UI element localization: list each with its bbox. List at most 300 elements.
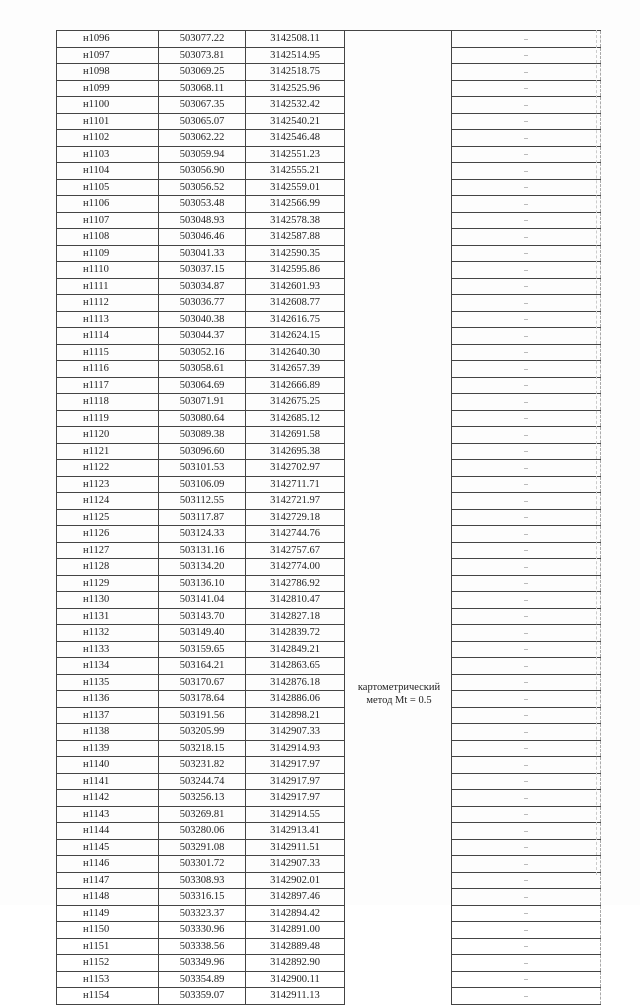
scan-mark [524, 402, 528, 403]
blank-cell [452, 394, 601, 411]
table-row [57, 740, 601, 757]
method-cell [345, 773, 452, 790]
method-note-line-1: картометрический [357, 682, 441, 693]
scan-mark [524, 468, 528, 469]
y-coordinate-cell: 3142587.88 [246, 229, 345, 246]
x-coordinate-cell: 503244.74 [159, 773, 246, 790]
scan-mark [524, 187, 528, 188]
blank-cell [452, 938, 601, 955]
y-coordinate-cell: 3142551.23 [246, 146, 345, 163]
scan-mark [524, 369, 528, 370]
method-cell [345, 146, 452, 163]
x-coordinate-cell: 503059.94 [159, 146, 246, 163]
scan-mark [524, 72, 528, 73]
blank-cell [452, 872, 601, 889]
y-coordinate-cell: 3142827.18 [246, 608, 345, 625]
y-coordinate-cell: 3142898.21 [246, 707, 345, 724]
y-coordinate-cell: 3142702.97 [246, 460, 345, 477]
scan-mark [524, 864, 528, 865]
point-name-cell: н1125 [57, 509, 159, 526]
table-row [57, 938, 601, 955]
blank-cell [452, 691, 601, 708]
y-coordinate-cell: 3142555.21 [246, 163, 345, 180]
y-coordinate-cell: 3142863.65 [246, 658, 345, 675]
method-cell [345, 839, 452, 856]
point-name-cell: н1154 [57, 988, 159, 1005]
y-coordinate-cell: 3142907.33 [246, 724, 345, 741]
scan-mark [524, 814, 528, 815]
method-cell [345, 790, 452, 807]
x-coordinate-cell: 503056.52 [159, 179, 246, 196]
x-coordinate-cell: 503143.70 [159, 608, 246, 625]
method-cell [345, 938, 452, 955]
table-row [57, 658, 601, 675]
table-row [57, 625, 601, 642]
scan-mark [524, 732, 528, 733]
scan-mark [524, 880, 528, 881]
y-coordinate-cell: 3142914.55 [246, 806, 345, 823]
scan-mark [524, 501, 528, 502]
table-row [57, 559, 601, 576]
method-cell [345, 394, 452, 411]
point-name-cell: н1106 [57, 196, 159, 213]
table-row [57, 130, 601, 147]
scan-mark [524, 517, 528, 518]
method-cell [345, 179, 452, 196]
x-coordinate-cell: 503149.40 [159, 625, 246, 642]
y-coordinate-cell: 3142774.00 [246, 559, 345, 576]
method-cell [345, 988, 452, 1005]
blank-cell [452, 97, 601, 114]
scan-mark [524, 138, 528, 139]
point-name-cell: н1153 [57, 971, 159, 988]
y-coordinate-cell: 3142729.18 [246, 509, 345, 526]
table-row [57, 278, 601, 295]
x-coordinate-cell: 503069.25 [159, 64, 246, 81]
y-coordinate-cell: 3142691.58 [246, 427, 345, 444]
point-name-cell: н1129 [57, 575, 159, 592]
scan-mark [524, 303, 528, 304]
blank-cell [452, 658, 601, 675]
point-name-cell: н1149 [57, 905, 159, 922]
point-name-cell: н1109 [57, 245, 159, 262]
blank-cell [452, 790, 601, 807]
blank-cell [452, 31, 601, 48]
x-coordinate-cell: 503064.69 [159, 377, 246, 394]
x-coordinate-cell: 503106.09 [159, 476, 246, 493]
y-coordinate-cell: 3142546.48 [246, 130, 345, 147]
y-coordinate-cell: 3142566.99 [246, 196, 345, 213]
y-coordinate-cell: 3142590.35 [246, 245, 345, 262]
method-cell [345, 31, 452, 48]
scan-mark [524, 171, 528, 172]
y-coordinate-cell: 3142876.18 [246, 674, 345, 691]
blank-cell [452, 245, 601, 262]
y-coordinate-cell: 3142897.46 [246, 889, 345, 906]
method-cell [345, 625, 452, 642]
blank-cell [452, 278, 601, 295]
point-name-cell: н1142 [57, 790, 159, 807]
point-name-cell: н1127 [57, 542, 159, 559]
point-name-cell: н1110 [57, 262, 159, 279]
table-row [57, 575, 601, 592]
method-cell [345, 559, 452, 576]
blank-cell [452, 542, 601, 559]
y-coordinate-cell: 3142514.95 [246, 47, 345, 64]
blank-cell [452, 80, 601, 97]
y-coordinate-cell: 3142657.39 [246, 361, 345, 378]
blank-cell [452, 955, 601, 972]
blank-cell [452, 493, 601, 510]
blank-cell [452, 146, 601, 163]
y-coordinate-cell: 3142540.21 [246, 113, 345, 130]
scan-mark [524, 699, 528, 700]
scan-mark [524, 946, 528, 947]
table-row [57, 872, 601, 889]
table-row [57, 724, 601, 741]
method-cell [345, 641, 452, 658]
point-name-cell: н1143 [57, 806, 159, 823]
x-coordinate-cell: 503068.11 [159, 80, 246, 97]
method-cell [345, 196, 452, 213]
x-coordinate-cell: 503067.35 [159, 97, 246, 114]
x-coordinate-cell: 503218.15 [159, 740, 246, 757]
blank-cell [452, 592, 601, 609]
x-coordinate-cell: 503338.56 [159, 938, 246, 955]
method-cell [345, 823, 452, 840]
table-row [57, 608, 601, 625]
method-cell [345, 476, 452, 493]
x-coordinate-cell: 503056.90 [159, 163, 246, 180]
blank-cell [452, 410, 601, 427]
y-coordinate-cell: 3142886.06 [246, 691, 345, 708]
y-coordinate-cell: 3142913.41 [246, 823, 345, 840]
method-cell [345, 592, 452, 609]
point-name-cell: н1105 [57, 179, 159, 196]
table-row [57, 955, 601, 972]
method-cell [345, 575, 452, 592]
table-row [57, 344, 601, 361]
scan-mark [524, 963, 528, 964]
point-name-cell: н1099 [57, 80, 159, 97]
blank-cell [452, 377, 601, 394]
x-coordinate-cell: 503124.33 [159, 526, 246, 543]
scan-mark [524, 451, 528, 452]
x-coordinate-cell: 503301.72 [159, 856, 246, 873]
point-name-cell: н1102 [57, 130, 159, 147]
scan-mark [524, 336, 528, 337]
scan-mark [524, 484, 528, 485]
y-coordinate-cell: 3142907.33 [246, 856, 345, 873]
table-row [57, 691, 601, 708]
table-row [57, 757, 601, 774]
table-row [57, 47, 601, 64]
y-coordinate-cell: 3142711.71 [246, 476, 345, 493]
x-coordinate-cell: 503096.60 [159, 443, 246, 460]
y-coordinate-cell: 3142911.51 [246, 839, 345, 856]
blank-cell [452, 740, 601, 757]
x-coordinate-cell: 503037.15 [159, 262, 246, 279]
table-row [57, 823, 601, 840]
table-row [57, 443, 601, 460]
blank-cell [452, 526, 601, 543]
method-cell [345, 130, 452, 147]
blank-cell [452, 196, 601, 213]
method-cell [345, 328, 452, 345]
blank-cell [452, 113, 601, 130]
y-coordinate-cell: 3142839.72 [246, 625, 345, 642]
x-coordinate-cell: 503256.13 [159, 790, 246, 807]
scan-mark [524, 666, 528, 667]
scan-mark [524, 352, 528, 353]
scan-mark [524, 534, 528, 535]
x-coordinate-cell: 503065.07 [159, 113, 246, 130]
point-name-cell: н1115 [57, 344, 159, 361]
scan-mark [524, 385, 528, 386]
x-coordinate-cell: 503141.04 [159, 592, 246, 609]
method-cell [345, 889, 452, 906]
x-coordinate-cell: 503191.56 [159, 707, 246, 724]
table-row [57, 839, 601, 856]
scan-edge-line [596, 30, 598, 875]
y-coordinate-cell: 3142624.15 [246, 328, 345, 345]
method-cell [345, 971, 452, 988]
y-coordinate-cell: 3142532.42 [246, 97, 345, 114]
scan-mark [524, 930, 528, 931]
table-row [57, 922, 601, 939]
y-coordinate-cell: 3142666.89 [246, 377, 345, 394]
method-cell [345, 806, 452, 823]
blank-cell [452, 806, 601, 823]
point-name-cell: н1144 [57, 823, 159, 840]
point-name-cell: н1126 [57, 526, 159, 543]
table-row [57, 410, 601, 427]
point-name-cell: н1138 [57, 724, 159, 741]
x-coordinate-cell: 503053.48 [159, 196, 246, 213]
x-coordinate-cell: 503131.16 [159, 542, 246, 559]
blank-cell [452, 361, 601, 378]
scan-mark [524, 253, 528, 254]
x-coordinate-cell: 503354.89 [159, 971, 246, 988]
method-cell [345, 757, 452, 774]
method-cell [345, 427, 452, 444]
blank-cell [452, 905, 601, 922]
x-coordinate-cell: 503089.38 [159, 427, 246, 444]
x-coordinate-cell: 503040.38 [159, 311, 246, 328]
point-name-cell: н1133 [57, 641, 159, 658]
method-cell [345, 344, 452, 361]
scan-mark [524, 567, 528, 568]
method-cell [345, 905, 452, 922]
x-coordinate-cell: 503159.65 [159, 641, 246, 658]
scan-mark [524, 979, 528, 980]
blank-cell [452, 773, 601, 790]
point-name-cell: н1103 [57, 146, 159, 163]
blank-cell [452, 229, 601, 246]
point-name-cell: н1147 [57, 872, 159, 889]
scan-mark [524, 913, 528, 914]
point-name-cell: н1101 [57, 113, 159, 130]
y-coordinate-cell: 3142685.12 [246, 410, 345, 427]
scan-mark [524, 319, 528, 320]
x-coordinate-cell: 503323.37 [159, 905, 246, 922]
blank-cell [452, 988, 601, 1005]
table-row [57, 509, 601, 526]
table-row [57, 328, 601, 345]
blank-cell [452, 262, 601, 279]
y-coordinate-cell: 3142595.86 [246, 262, 345, 279]
y-coordinate-cell: 3142757.67 [246, 542, 345, 559]
y-coordinate-cell: 3142810.47 [246, 592, 345, 609]
blank-cell [452, 295, 601, 312]
x-coordinate-cell: 503164.21 [159, 658, 246, 675]
y-coordinate-cell: 3142508.11 [246, 31, 345, 48]
y-coordinate-cell: 3142525.96 [246, 80, 345, 97]
blank-cell [452, 674, 601, 691]
x-coordinate-cell: 503280.06 [159, 823, 246, 840]
blank-cell [452, 443, 601, 460]
scan-mark [524, 550, 528, 551]
table-row [57, 311, 601, 328]
point-name-cell: н1118 [57, 394, 159, 411]
table-row [57, 460, 601, 477]
point-name-cell: н1131 [57, 608, 159, 625]
x-coordinate-cell: 503071.91 [159, 394, 246, 411]
method-cell [345, 724, 452, 741]
method-cell [345, 410, 452, 427]
table-row [57, 542, 601, 559]
x-coordinate-cell: 503048.93 [159, 212, 246, 229]
scan-mark [524, 600, 528, 601]
y-coordinate-cell: 3142911.13 [246, 988, 345, 1005]
method-cell [345, 740, 452, 757]
scan-mark [524, 682, 528, 683]
method-cell [345, 245, 452, 262]
blank-cell [452, 641, 601, 658]
y-coordinate-cell: 3142559.01 [246, 179, 345, 196]
method-cell [345, 493, 452, 510]
scan-mark [524, 996, 528, 997]
y-coordinate-cell: 3142695.38 [246, 443, 345, 460]
point-name-cell: н1096 [57, 31, 159, 48]
coordinates-table [56, 30, 601, 1005]
blank-cell [452, 608, 601, 625]
point-name-cell: н1124 [57, 493, 159, 510]
blank-cell [452, 889, 601, 906]
table-row [57, 641, 601, 658]
point-name-cell: н1146 [57, 856, 159, 873]
table-row [57, 790, 601, 807]
x-coordinate-cell: 503269.81 [159, 806, 246, 823]
x-coordinate-cell: 503062.22 [159, 130, 246, 147]
table-row [57, 988, 601, 1005]
table-row [57, 80, 601, 97]
table-row [57, 113, 601, 130]
blank-cell [452, 922, 601, 939]
table-row [57, 31, 601, 48]
method-cell [345, 526, 452, 543]
scan-mark [524, 270, 528, 271]
scan-mark [524, 583, 528, 584]
y-coordinate-cell: 3142640.30 [246, 344, 345, 361]
scan-mark [524, 39, 528, 40]
table-row [57, 592, 601, 609]
blank-cell [452, 311, 601, 328]
method-cell [345, 443, 452, 460]
blank-cell [452, 344, 601, 361]
x-coordinate-cell: 503052.16 [159, 344, 246, 361]
blank-cell [452, 476, 601, 493]
method-cell [345, 608, 452, 625]
y-coordinate-cell: 3142902.01 [246, 872, 345, 889]
point-name-cell: н1123 [57, 476, 159, 493]
x-coordinate-cell: 503046.46 [159, 229, 246, 246]
table-row [57, 773, 601, 790]
point-name-cell: н1117 [57, 377, 159, 394]
x-coordinate-cell: 503349.96 [159, 955, 246, 972]
table-row [57, 889, 601, 906]
x-coordinate-cell: 503117.87 [159, 509, 246, 526]
x-coordinate-cell: 503136.10 [159, 575, 246, 592]
scan-mark [524, 435, 528, 436]
x-coordinate-cell: 503178.64 [159, 691, 246, 708]
point-name-cell: н1114 [57, 328, 159, 345]
table-row [57, 707, 601, 724]
y-coordinate-cell: 3142917.97 [246, 773, 345, 790]
x-coordinate-cell: 503036.77 [159, 295, 246, 312]
scan-mark [524, 897, 528, 898]
method-cell [345, 856, 452, 873]
point-name-cell: н1152 [57, 955, 159, 972]
scan-mark [524, 748, 528, 749]
blank-cell [452, 559, 601, 576]
scan-mark [524, 55, 528, 56]
y-coordinate-cell: 3142721.97 [246, 493, 345, 510]
method-cell [345, 262, 452, 279]
table-row [57, 245, 601, 262]
y-coordinate-cell: 3142608.77 [246, 295, 345, 312]
point-name-cell: н1104 [57, 163, 159, 180]
table-row [57, 97, 601, 114]
method-cell [345, 658, 452, 675]
blank-cell [452, 757, 601, 774]
point-name-cell: н1135 [57, 674, 159, 691]
x-coordinate-cell: 503112.55 [159, 493, 246, 510]
point-name-cell: н1145 [57, 839, 159, 856]
x-coordinate-cell: 503034.87 [159, 278, 246, 295]
table-row [57, 212, 601, 229]
table-row [57, 427, 601, 444]
method-cell [345, 707, 452, 724]
scan-mark [524, 633, 528, 634]
method-cell [345, 955, 452, 972]
y-coordinate-cell: 3142917.97 [246, 757, 345, 774]
point-name-cell: н1113 [57, 311, 159, 328]
table-row [57, 905, 601, 922]
point-name-cell: н1141 [57, 773, 159, 790]
point-name-cell: н1137 [57, 707, 159, 724]
method-cell [345, 64, 452, 81]
method-cell [345, 311, 452, 328]
y-coordinate-cell: 3142891.00 [246, 922, 345, 939]
table-row [57, 806, 601, 823]
y-coordinate-cell: 3142518.75 [246, 64, 345, 81]
table-row [57, 493, 601, 510]
scan-mark [524, 204, 528, 205]
blank-cell [452, 625, 601, 642]
table-row [57, 476, 601, 493]
x-coordinate-cell: 503073.81 [159, 47, 246, 64]
